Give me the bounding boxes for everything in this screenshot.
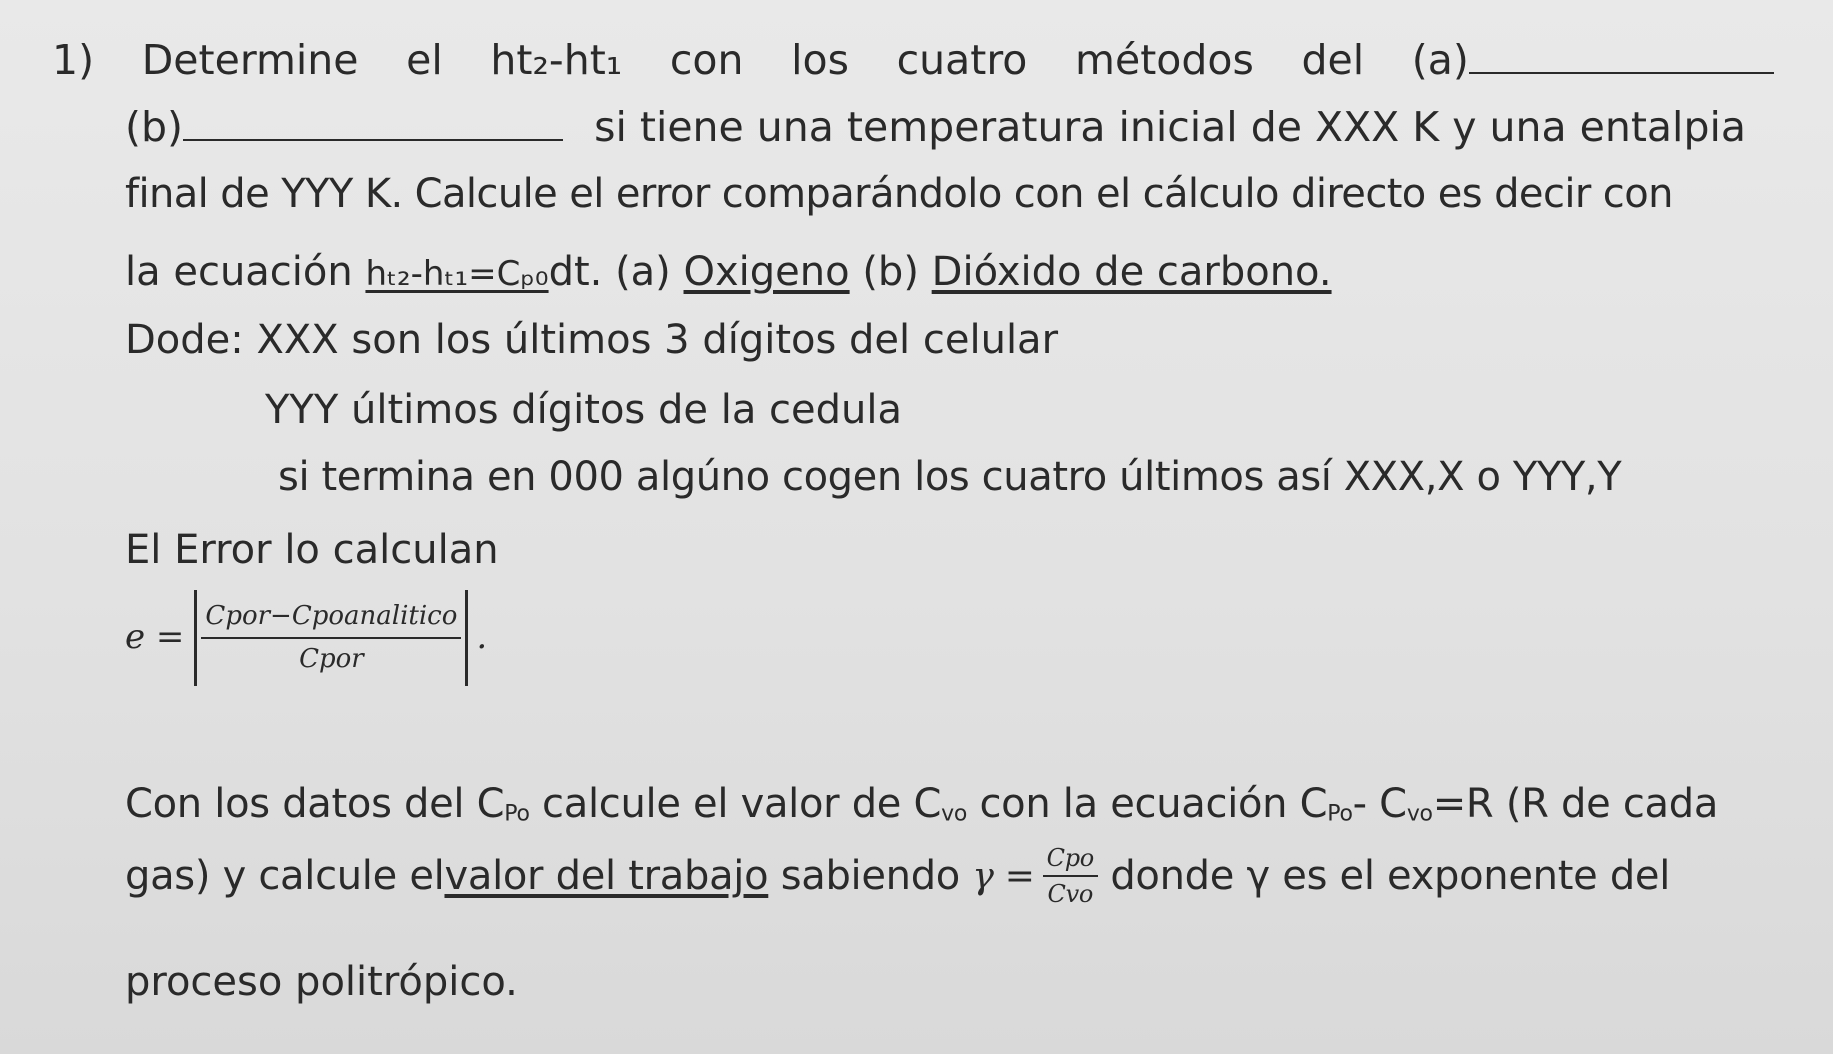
- gamma-lhs: γ =: [972, 855, 1035, 897]
- part-a-label: (a): [1411, 36, 1469, 84]
- word: Determine: [141, 36, 359, 84]
- text-segment: - C: [1352, 781, 1407, 827]
- subscript: Po: [504, 801, 530, 827]
- abs-bar-left: [194, 590, 197, 686]
- word: métodos: [1075, 36, 1254, 84]
- gas-oxygen: Oxigeno: [683, 249, 850, 295]
- polytropic-process: proceso politrópico.: [125, 959, 518, 1005]
- gamma-fraction: [1043, 845, 1098, 908]
- gamma-numerator: Cpo: [1043, 845, 1098, 877]
- equation-suffix: dt. (a): [548, 249, 671, 295]
- direct-calc-equation: hₜ₂-hₜ₁=Cₚ₀: [365, 254, 549, 294]
- answer-blank-a: [1469, 71, 1774, 74]
- error-formula: [125, 590, 487, 686]
- problem-line-4: [125, 250, 1332, 294]
- part-b-marker: (b): [862, 249, 919, 295]
- where-definition: Dode: XXX son los últimos 3 dígitos del celular: [125, 317, 1059, 363]
- text-segment: calcule el valor de C: [529, 781, 942, 827]
- subscript: vo: [1406, 801, 1433, 827]
- text-segment: con la ecuación C: [967, 781, 1328, 827]
- enthalpy-difference-term: ht₂-ht₁: [490, 36, 623, 84]
- text-segment: sabiendo: [768, 853, 973, 900]
- problem-line-7: [278, 455, 1621, 499]
- error-lhs: e =: [125, 617, 185, 658]
- yyy-definition: YYY últimos dígitos de la cedula: [265, 387, 903, 433]
- equation-intro: la ecuación: [125, 249, 353, 295]
- word: con: [669, 36, 744, 84]
- problem-line-9: [125, 782, 1718, 826]
- problem-line-3: [125, 172, 1673, 216]
- text-segment: =R (R de cada: [1432, 781, 1719, 827]
- temperature-statement: si tiene una temperatura inicial de XXX K y una entalpia: [594, 103, 1746, 151]
- part-b-label: (b): [125, 103, 184, 151]
- word: los: [791, 36, 849, 84]
- problem-line-2: [125, 105, 1775, 150]
- gas-carbon-dioxide: Dióxido de carbono.: [931, 249, 1332, 295]
- error-fraction: [201, 602, 461, 673]
- word: del: [1301, 36, 1365, 84]
- problem-line-10: [125, 845, 1670, 908]
- text-segment: donde γ es el exponente del: [1097, 853, 1671, 900]
- final-enthalpy-statement: final de YYY K. Calcule el error comparándolo con el cálculo directo es decir con: [125, 171, 1673, 217]
- abs-bar-right: [465, 590, 468, 686]
- problem-line-8: [125, 528, 499, 572]
- word: el: [406, 36, 443, 84]
- problem-line-11: [125, 960, 518, 1004]
- formula-period: .: [476, 617, 488, 658]
- part-a-with-blank: [1412, 38, 1774, 83]
- problem-number: 1): [52, 36, 95, 84]
- work-value-phrase: valor del trabajo: [444, 853, 769, 900]
- subscript: Po: [1327, 801, 1353, 827]
- zero-ending-rule: si termina en 000 algúno cogen los cuatro últimos así XXX,X o YYY,Y: [278, 454, 1622, 500]
- text-segment: Con los datos del C: [125, 781, 505, 827]
- error-heading: El Error lo calculan: [125, 527, 499, 573]
- error-numerator: Cpor−Cpoanalitico: [201, 602, 461, 639]
- subscript: vo: [941, 801, 968, 827]
- word: cuatro: [896, 36, 1028, 84]
- problem-line-1: [52, 38, 1774, 83]
- error-denominator: Cpor: [299, 644, 364, 674]
- problem-line-5: [125, 318, 1058, 362]
- answer-blank-b: [183, 138, 563, 141]
- problem-line-6: [265, 388, 902, 432]
- text-segment: gas) y calcule el: [125, 853, 445, 900]
- gamma-denominator: Cvo: [1047, 880, 1094, 909]
